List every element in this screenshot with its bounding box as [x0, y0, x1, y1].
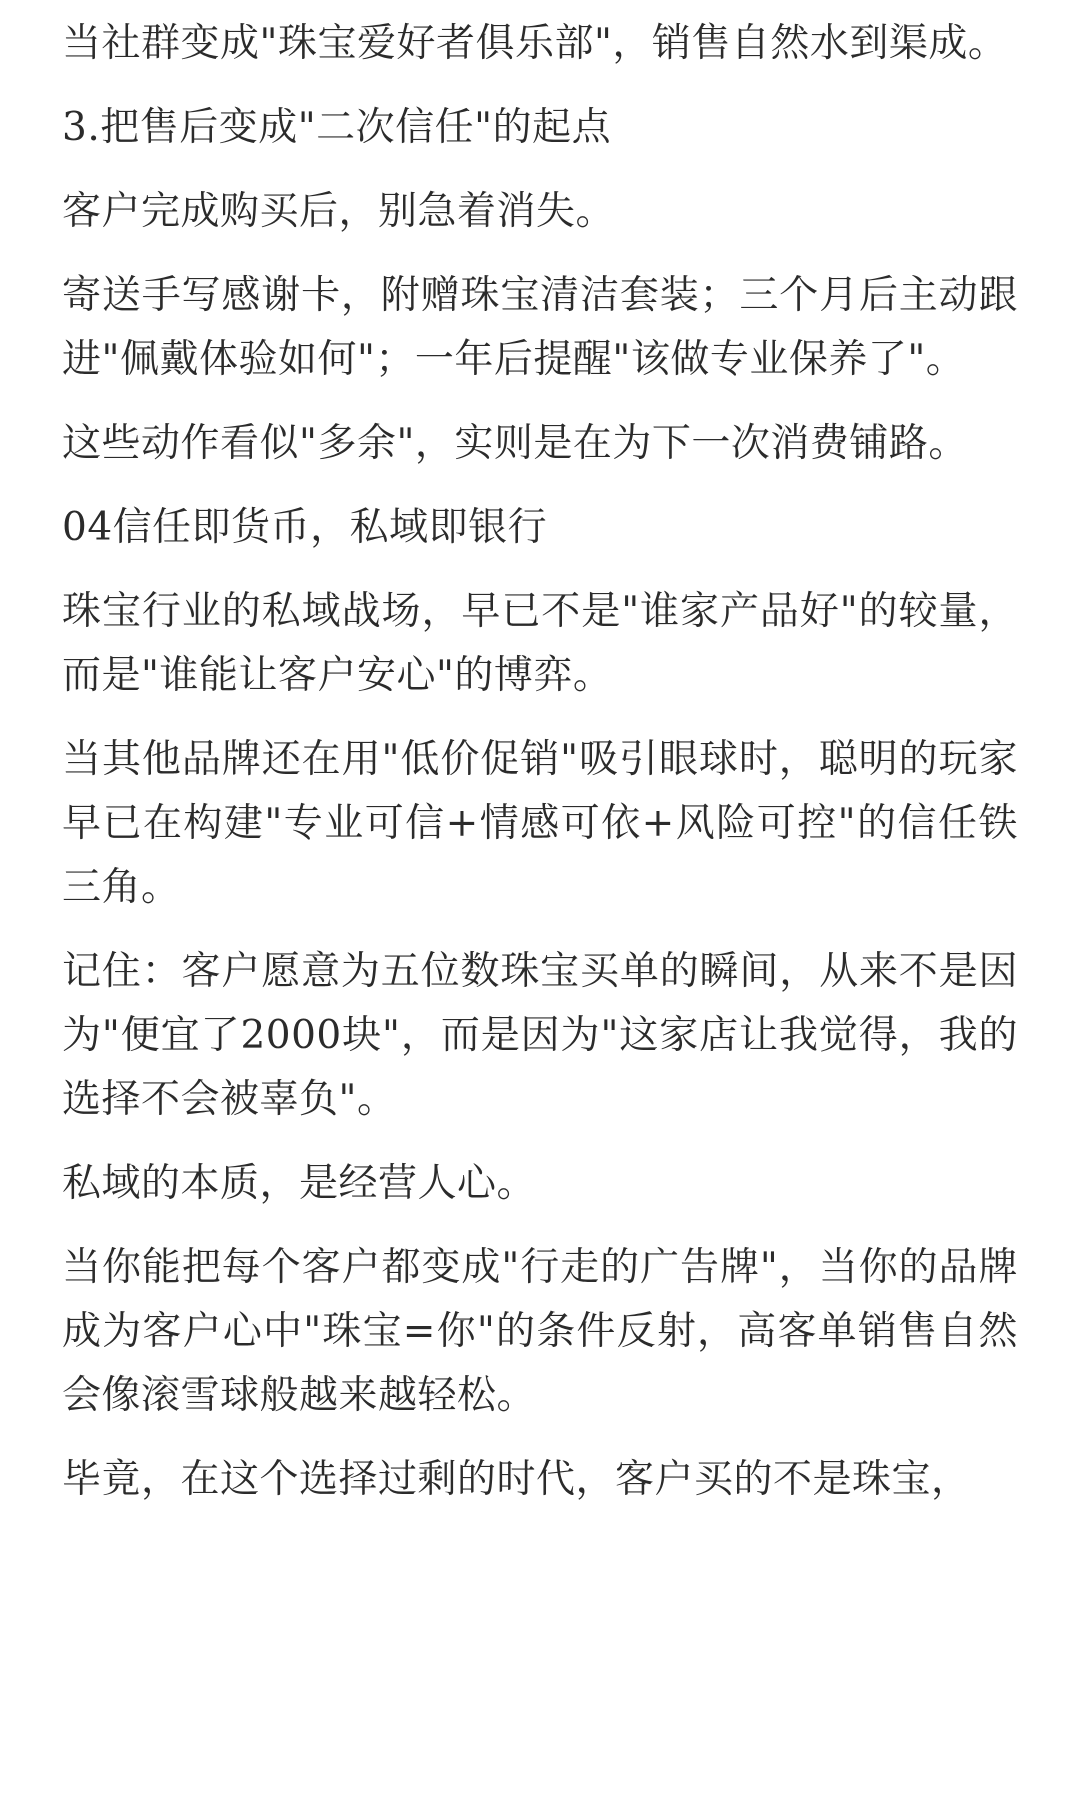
paragraph-remember: 记住：客户愿意为五位数珠宝买单的瞬间，从来不是因为"便宜了2000块"，而是因为"这家店让我觉得，我的选择不会被辜负"。 — [62, 949, 1018, 1122]
section-heading-after-sales: 3.把售后变成"二次信任"的起点 — [62, 105, 612, 150]
paragraph-private-domain-battle: 珠宝行业的私域战场，早已不是"谁家产品好"的较量，而是"谁能让客户安心"的博弈。 — [62, 589, 1018, 698]
paragraph-walking-billboard: 当你能把每个客户都变成"行走的广告牌"，当你的品牌成为客户心中"珠宝=你"的条件反射，高客单销售自然会像滚雪球般越来越轻松。 — [62, 1245, 1018, 1418]
section-heading-trust-currency: 04信任即货币，私域即银行 — [62, 505, 548, 550]
paragraph-conclusion: 毕竟，在这个选择过剩的时代，客户买的不是珠宝， — [62, 1457, 971, 1502]
paragraph-after-purchase: 客户完成购买后，别急着消失。 — [62, 189, 616, 234]
paragraph-essence: 私域的本质，是经营人心。 — [62, 1161, 537, 1206]
paragraph-community: 当社群变成"珠宝爱好者俱乐部"，销售自然水到渠成。 — [62, 21, 1008, 66]
paragraph-trust-triangle: 当其他品牌还在用"低价促销"吸引眼球时，聪明的玩家早已在构建"专业可信+情感可依+风险可控"的信任铁三角。 — [62, 737, 1018, 910]
paragraph-follow-up-actions: 寄送手写感谢卡，附赠珠宝清洁套装；三个月后主动跟进"佩戴体验如何"；一年后提醒"该做专业保养了"。 — [62, 273, 1018, 382]
paragraph-paving-way: 这些动作看似"多余"，实则是在为下一次消费铺路。 — [62, 421, 968, 466]
